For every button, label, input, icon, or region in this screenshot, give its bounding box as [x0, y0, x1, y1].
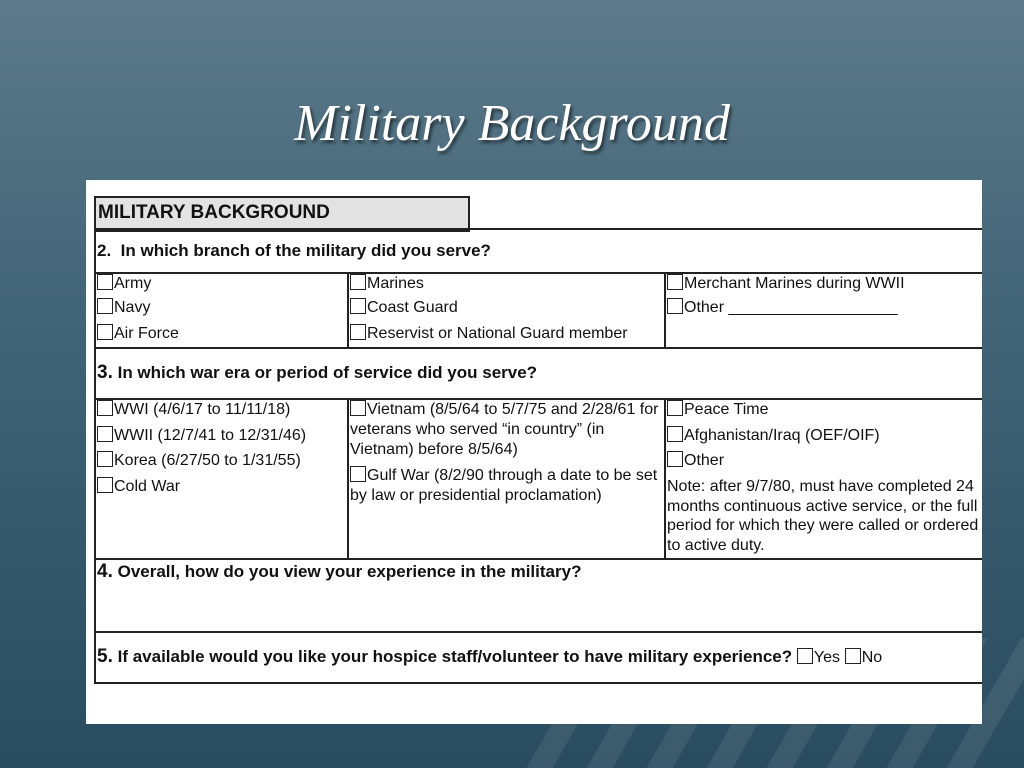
rule — [94, 228, 982, 230]
question-4-text: Overall, how do you view your experience in the military? — [117, 562, 582, 581]
option-coast-guard[interactable]: Coast Guard — [350, 298, 458, 318]
question-4-answer-area[interactable] — [96, 586, 980, 630]
checkbox[interactable] — [845, 648, 861, 664]
rule — [347, 272, 349, 349]
option-gulf-war[interactable]: Gulf War (8/2/90 through a date to be set by law or presidential proclamation) — [350, 467, 658, 504]
rule — [664, 272, 666, 349]
form-header-cell — [94, 196, 470, 232]
checkbox[interactable] — [350, 274, 366, 290]
checkbox[interactable] — [350, 324, 366, 340]
checkbox[interactable] — [350, 298, 366, 314]
question-2 — [97, 241, 491, 261]
checkbox[interactable] — [350, 466, 366, 482]
option-yes[interactable]: Yes — [797, 649, 840, 666]
service-note: Note: after 9/7/80, must have completed 24 months continuous active service, or the full period for which they were called or ordered to active duty. — [667, 478, 979, 554]
question-5-text: If available would you like your hospice staff/volunteer to have military experience? — [117, 647, 793, 666]
rule — [347, 398, 349, 560]
option-peace-time[interactable]: Peace Time — [667, 400, 768, 420]
option-wwii[interactable]: WWII (12/7/41 to 12/31/46) — [97, 426, 306, 446]
checkbox[interactable] — [667, 426, 683, 442]
option-merchant-marines[interactable]: Merchant Marines during WWII — [667, 274, 905, 294]
question-5 — [97, 647, 882, 668]
option-other-branch[interactable]: Other ___________________ — [667, 298, 898, 318]
option-army[interactable]: Army — [97, 274, 151, 294]
slide-title: Military Background — [294, 95, 730, 152]
option-cold-war[interactable]: Cold War — [97, 477, 180, 497]
checkbox[interactable] — [797, 648, 813, 664]
question-3-text: In which war era or period of service did you serve? — [117, 363, 538, 382]
option-marines[interactable]: Marines — [350, 274, 424, 294]
option-korea[interactable]: Korea (6/27/50 to 1/31/55) — [97, 451, 301, 471]
checkbox[interactable] — [667, 274, 683, 290]
checkbox[interactable] — [97, 400, 113, 416]
question-5-number: 5. — [97, 646, 113, 667]
question-2-number: 2. — [97, 241, 112, 260]
military-background-form — [86, 180, 982, 724]
checkbox[interactable] — [350, 400, 366, 416]
option-no[interactable]: No — [845, 649, 882, 666]
option-other-era[interactable]: Other — [667, 451, 724, 471]
option-afghanistan-iraq[interactable]: Afghanistan/Iraq (OEF/OIF) — [667, 426, 880, 446]
checkbox[interactable] — [97, 324, 113, 340]
checkbox[interactable] — [97, 298, 113, 314]
option-vietnam[interactable]: Vietnam (8/5/64 to 5/7/75 and 2/28/61 for veterans who served “in country” (in Vietnam) before 8/5/64) — [350, 401, 659, 458]
question-3 — [97, 363, 537, 383]
form-header: MILITARY BACKGROUND — [98, 202, 330, 223]
rule — [94, 631, 982, 633]
rule — [94, 347, 982, 349]
question-4-number: 4. — [97, 561, 113, 582]
checkbox[interactable] — [97, 451, 113, 467]
question-2-text: In which branch of the military did you serve? — [120, 241, 491, 260]
question-4 — [97, 562, 581, 582]
option-wwi[interactable]: WWI (4/6/17 to 11/11/18) — [97, 400, 290, 420]
checkbox[interactable] — [667, 451, 683, 467]
checkbox[interactable] — [667, 400, 683, 416]
checkbox[interactable] — [667, 298, 683, 314]
rule — [94, 558, 982, 560]
option-reservist[interactable]: Reservist or National Guard member — [350, 324, 628, 344]
checkbox[interactable] — [97, 477, 113, 493]
question-3-number: 3. — [97, 362, 113, 383]
option-air-force[interactable]: Air Force — [97, 324, 179, 344]
checkbox[interactable] — [97, 426, 113, 442]
option-navy[interactable]: Navy — [97, 298, 150, 318]
rule — [664, 398, 666, 560]
checkbox[interactable] — [97, 274, 113, 290]
rule — [94, 682, 982, 684]
